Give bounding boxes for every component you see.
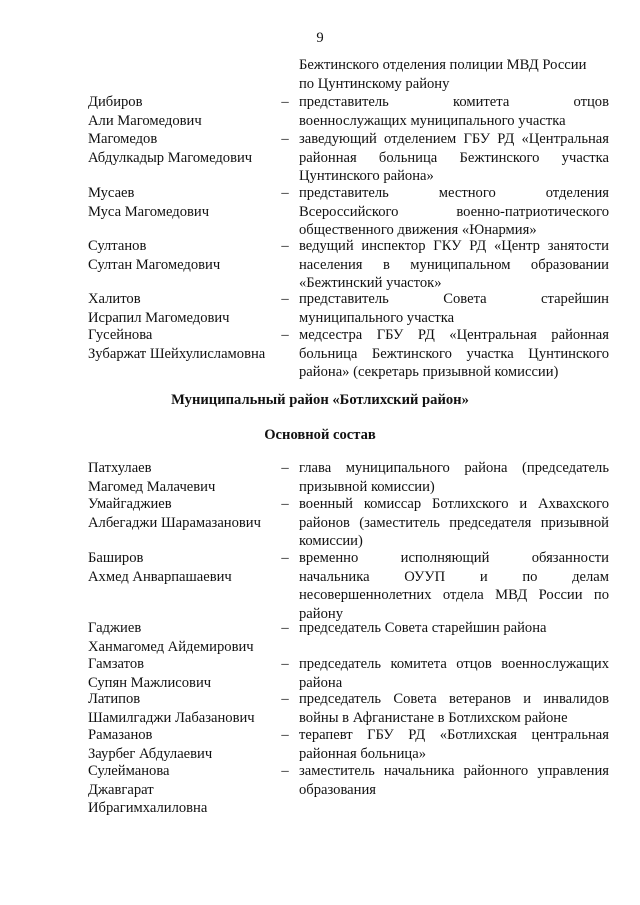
role-line: призывной комиссии) — [299, 478, 435, 495]
dash: – — [281, 496, 289, 512]
member-role — [299, 655, 609, 692]
role-line: района — [299, 674, 343, 691]
district-heading: Муниципальный район «Ботлихский район» — [171, 392, 469, 408]
continuation-line: по Цунтинскому району — [299, 75, 450, 92]
surname: Рамазанов — [88, 727, 153, 743]
dash: – — [281, 238, 289, 254]
continuation-text — [299, 56, 609, 93]
dash: – — [281, 460, 289, 476]
role-line: представитель комитета отцов — [299, 94, 609, 110]
member-name — [88, 237, 283, 274]
member-role — [299, 495, 609, 551]
surname: Дибиров — [88, 94, 143, 110]
dash: – — [281, 620, 289, 636]
member-role — [299, 726, 609, 763]
role-line: терапевт ГБУ РД «Ботлихская центральная — [299, 727, 609, 743]
role-line: заведующий отделением ГБУ РД «Центральная — [299, 131, 609, 147]
dash: – — [281, 691, 289, 707]
given-name: Магомед Малачевич — [88, 478, 216, 495]
role-line: военный комиссар Ботлихского и Ахвахского — [299, 496, 609, 512]
role-line: общественного движения «Юнармия» — [299, 222, 537, 238]
given-name: Муса Магомедович — [88, 203, 210, 220]
member-name — [88, 495, 283, 532]
surname: Патхулаев — [88, 460, 152, 476]
given-name: Султан Магомедович — [88, 256, 221, 273]
surname: Гамзатов — [88, 656, 145, 672]
member-name — [88, 690, 283, 727]
role-line: начальника ОУУП и по делам — [299, 568, 609, 585]
patronymic: Ибрагимхалиловна — [88, 800, 208, 816]
member-name — [88, 726, 283, 763]
role-line: председатель комитета отцов военнослужащих — [299, 656, 609, 672]
surname: Баширов — [88, 550, 144, 566]
role-line: района» (секретарь призывной комиссии) — [299, 364, 559, 380]
role-line: глава муниципального района (председатель — [299, 460, 609, 476]
role-line: представитель местного отделения — [299, 185, 609, 201]
dash: – — [281, 656, 289, 672]
role-line: медсестра ГБУ РД «Центральная районная — [299, 327, 609, 343]
role-line: войны в Афганистане в Ботлихском районе — [299, 709, 568, 726]
role-line: «Бежтинский участок» — [299, 275, 442, 291]
member-role — [299, 549, 609, 623]
given-name: Джавгарат — [88, 781, 154, 798]
member-name — [88, 326, 283, 363]
role-line: районная больница» — [299, 745, 427, 762]
given-name: Ханмагомед Айдемирович — [88, 638, 254, 655]
member-role — [299, 762, 609, 799]
surname: Сулейманова — [88, 763, 170, 779]
member-role — [299, 130, 609, 186]
role-line: больница Бежтинского участка Цунтинского — [299, 345, 609, 362]
role-line: районная больница Бежтинского участка — [299, 149, 609, 166]
role-line: Цунтинского района» — [299, 168, 434, 184]
role-line: временно исполняющий обязанности — [299, 550, 609, 566]
member-name — [88, 619, 283, 656]
member-name — [88, 762, 283, 818]
dash: – — [281, 185, 289, 201]
given-name: Ахмед Анварпашаевич — [88, 568, 232, 585]
role-line: образования — [299, 781, 376, 798]
member-role — [299, 290, 609, 327]
continuation-line: Бежтинского отделения полиции МВД России — [299, 57, 587, 73]
member-name — [88, 184, 283, 221]
role-line: несовершеннолетних отдела МВД России по — [299, 587, 609, 603]
given-name: Абдулкадыр Магомедович — [88, 149, 253, 166]
given-name: Али Магомедович — [88, 112, 202, 129]
surname: Мусаев — [88, 185, 135, 201]
role-line: ведущий инспектор ГКУ РД «Центр занятости — [299, 238, 609, 254]
member-name — [88, 130, 283, 167]
member-name — [88, 290, 283, 327]
member-role — [299, 690, 609, 727]
dash: – — [281, 291, 289, 307]
role-line: комиссии) — [299, 533, 363, 549]
member-name — [88, 655, 283, 692]
member-role — [299, 459, 609, 496]
dash: – — [281, 727, 289, 743]
given-name: Исрапил Магомедович — [88, 309, 230, 326]
dash: – — [281, 327, 289, 343]
dash: – — [281, 550, 289, 566]
role-line: районов (заместитель председателя призывной — [299, 514, 609, 531]
dash: – — [281, 763, 289, 779]
surname: Гаджиев — [88, 620, 142, 636]
surname: Султанов — [88, 238, 147, 254]
role-line: военнослужащих муниципального участка — [299, 112, 566, 129]
surname: Умайгаджиев — [88, 496, 172, 512]
member-role — [299, 326, 609, 382]
surname: Халитов — [88, 291, 141, 307]
member-role — [299, 93, 609, 130]
dash: – — [281, 94, 289, 110]
role-line: населения в муниципальном образовании — [299, 256, 609, 273]
given-name: Шамилгаджи Лабазанович — [88, 709, 255, 726]
role-line: председатель Совета ветеранов и инвалидов — [299, 691, 609, 707]
dash: – — [281, 131, 289, 147]
given-name: Зубаржат Шейхулисламовна — [88, 345, 266, 362]
surname: Латипов — [88, 691, 141, 707]
role-line: району — [299, 605, 343, 622]
role-line: муниципального участка — [299, 309, 455, 326]
role-line: председатель Совета старейшин района — [299, 620, 547, 636]
page-number: 9 — [316, 30, 324, 46]
role-line: Всероссийского военно-патриотического — [299, 203, 609, 220]
member-name — [88, 459, 283, 496]
role-line: заместитель начальника районного управления — [299, 763, 609, 779]
given-name: Супян Мажлисович — [88, 674, 212, 691]
member-name — [88, 549, 283, 586]
surname: Гусейнова — [88, 327, 153, 343]
member-role — [299, 619, 609, 638]
given-name: Заурбег Абдулаевич — [88, 745, 213, 762]
member-name — [88, 93, 283, 130]
member-role — [299, 184, 609, 240]
given-name: Албегаджи Шарамазанович — [88, 514, 261, 531]
member-role — [299, 237, 609, 293]
subheading: Основной состав — [264, 427, 376, 443]
role-line: представитель Совета старейшин — [299, 291, 609, 307]
surname: Магомедов — [88, 131, 158, 147]
